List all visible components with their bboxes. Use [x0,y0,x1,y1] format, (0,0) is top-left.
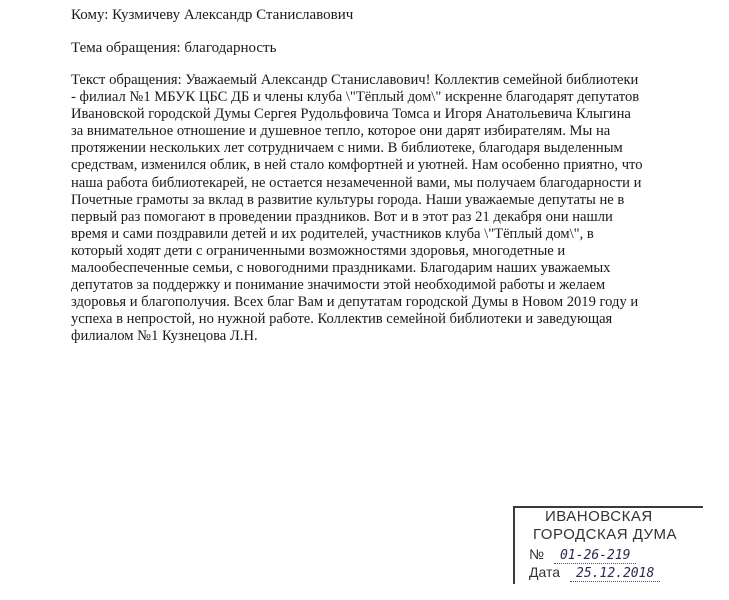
stamp-date-value: 25.12.2018 [570,566,660,582]
body-line: время и сами поздравили детей и их родителей, участников клуба \"Тёплый дом\", в [71,225,594,242]
stamp-org-line1: ИВАНОВСКАЯ [545,508,653,525]
body-line: успеха в непростой, но нужной работе. Коллектив семейной библиотеки и заведующая [71,311,613,328]
body-line: Почетные грамоты за вклад в развитие культуры города. Наши уважаемые депутаты не в [71,191,625,208]
body-line: депутатов за поддержку и понимание значимости этой необходимой работы и желаем [71,277,606,294]
recipient-line: Кому: Кузмичеву Александр Станиславович [71,7,354,23]
letter-body [71,72,711,346]
body-line: за внимательное отношение и душевное тепло, которое они дарят избирателям. Мы на [71,123,611,140]
stamp-org-line2: ГОРОДСКАЯ ДУМА [533,526,678,543]
stamp-date-label: Дата [529,564,561,580]
body-line: Ивановской городской Думы Сергея Рудольфовича Томса и Игоря Анатольевича Клыгина [71,106,631,123]
stamp-number-row [529,546,636,563]
stamp-date-row [529,564,660,581]
body-line: малообеспеченные семьи, с новогодними праздниками. Благодарим наших уважаемых [71,260,611,277]
body-line: первый раз помогают в проведении праздников. Вот и в этот раз 21 декабря они нашли [71,208,613,225]
body-line: здоровья и благополучия. Всех благ Вам и депутатам городской Думы в Новом 2019 году и [71,294,639,311]
subject-line: Тема обращения: благодарность [71,40,277,56]
body-line: - филиал №1 МБУК ЦБС ДБ и члены клуба \"Тёплый дом\" искренне благодарят депутатов [71,89,640,106]
body-line: филиалом №1 Кузнецова Л.Н. [71,328,258,345]
body-line: Текст обращения: Уважаемый Александр Станиславович! Коллектив семейной библиотеки [71,72,639,88]
body-line: средствам, изменился облик, в ней стало комфортней и уютней. Нам особенно приятно, что [71,157,643,174]
registration-stamp [513,506,703,584]
stamp-number-label: № [529,546,545,562]
body-line: который ходят дети с ограниченными возможностями здоровья, многодетные и [71,242,566,259]
body-line: наша работа библиотекарей, не остается незамеченной вами, мы получаем благодарности и [71,174,642,191]
stamp-number-value: 01-26-219 [554,548,636,564]
body-line: протяжении нескольких лет сотрудничаем с ними. В библиотеке, благодаря выделенным [71,140,623,157]
